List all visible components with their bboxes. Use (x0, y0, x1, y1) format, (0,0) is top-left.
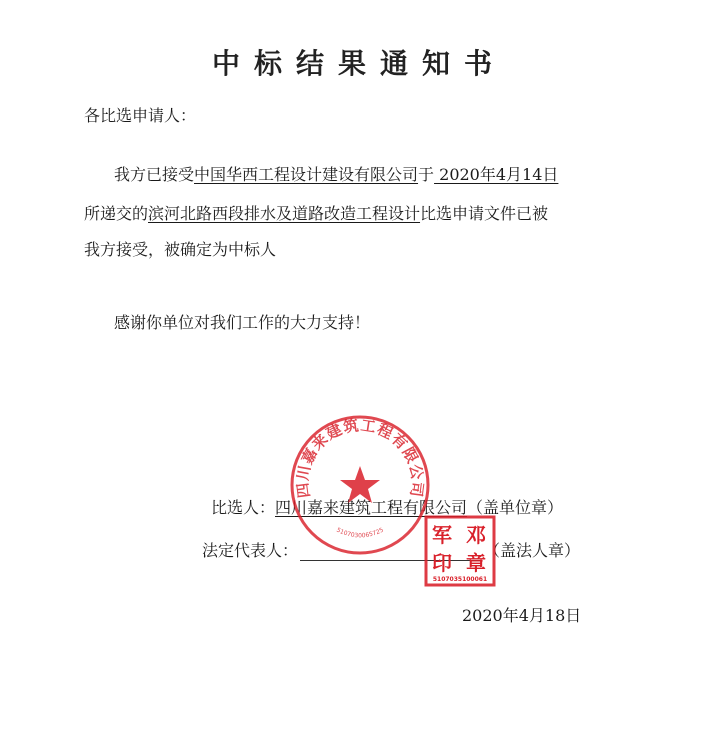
salutation: 各比选申请人： (84, 106, 197, 125)
body-line-2 (84, 204, 548, 224)
svg-text:5107030065725 (335, 527, 385, 540)
body-line2-suffix: 比选申请文件已被 (420, 204, 549, 223)
submission-date: 2020年4月14日 (434, 165, 559, 184)
selector-name: 四川嘉来建筑工程有限公司 (275, 498, 468, 517)
seal-arc-text: 四川嘉来建筑工程有限公司 (293, 416, 427, 499)
selector-note: （盖单位章） (467, 498, 564, 517)
seal-char-2: 邓 (466, 523, 486, 547)
body-line-1 (114, 165, 558, 185)
body-line-3: 我方接受，被确定为中标人 (84, 240, 277, 259)
footer-date: 2020年4月18日 (462, 606, 582, 625)
project-name: 滨河北路西段排水及道路改造工程设计 (148, 204, 421, 223)
company-seal-stamp (287, 412, 433, 558)
seal-char-4: 章 (466, 551, 486, 575)
thanks-line: 感谢你单位对我们工作的大力支持！ (114, 313, 371, 332)
square-seal-code: 5107035100061 (432, 576, 488, 583)
seal-char-3: 印 (432, 551, 452, 575)
body-yu: 于 (418, 165, 435, 184)
legal-rep-note: （盖法人章） (484, 541, 581, 560)
body-line2-prefix: 所递交的 (84, 204, 149, 223)
document-title: 中标结果通知书 (211, 47, 506, 80)
seal-char-1: 军 (432, 523, 452, 547)
legal-rep-seal-stamp (424, 515, 496, 587)
winning-company: 中国华西工程设计建设有限公司 (194, 165, 419, 184)
body-line1-prefix: 我方已接受 (114, 165, 195, 184)
legal-rep-label: 法定代表人： (202, 541, 299, 560)
selector-label: 比选人： (211, 498, 276, 517)
seal-star-icon (340, 466, 380, 503)
seal-code-text: 5107030065725 (335, 526, 385, 540)
